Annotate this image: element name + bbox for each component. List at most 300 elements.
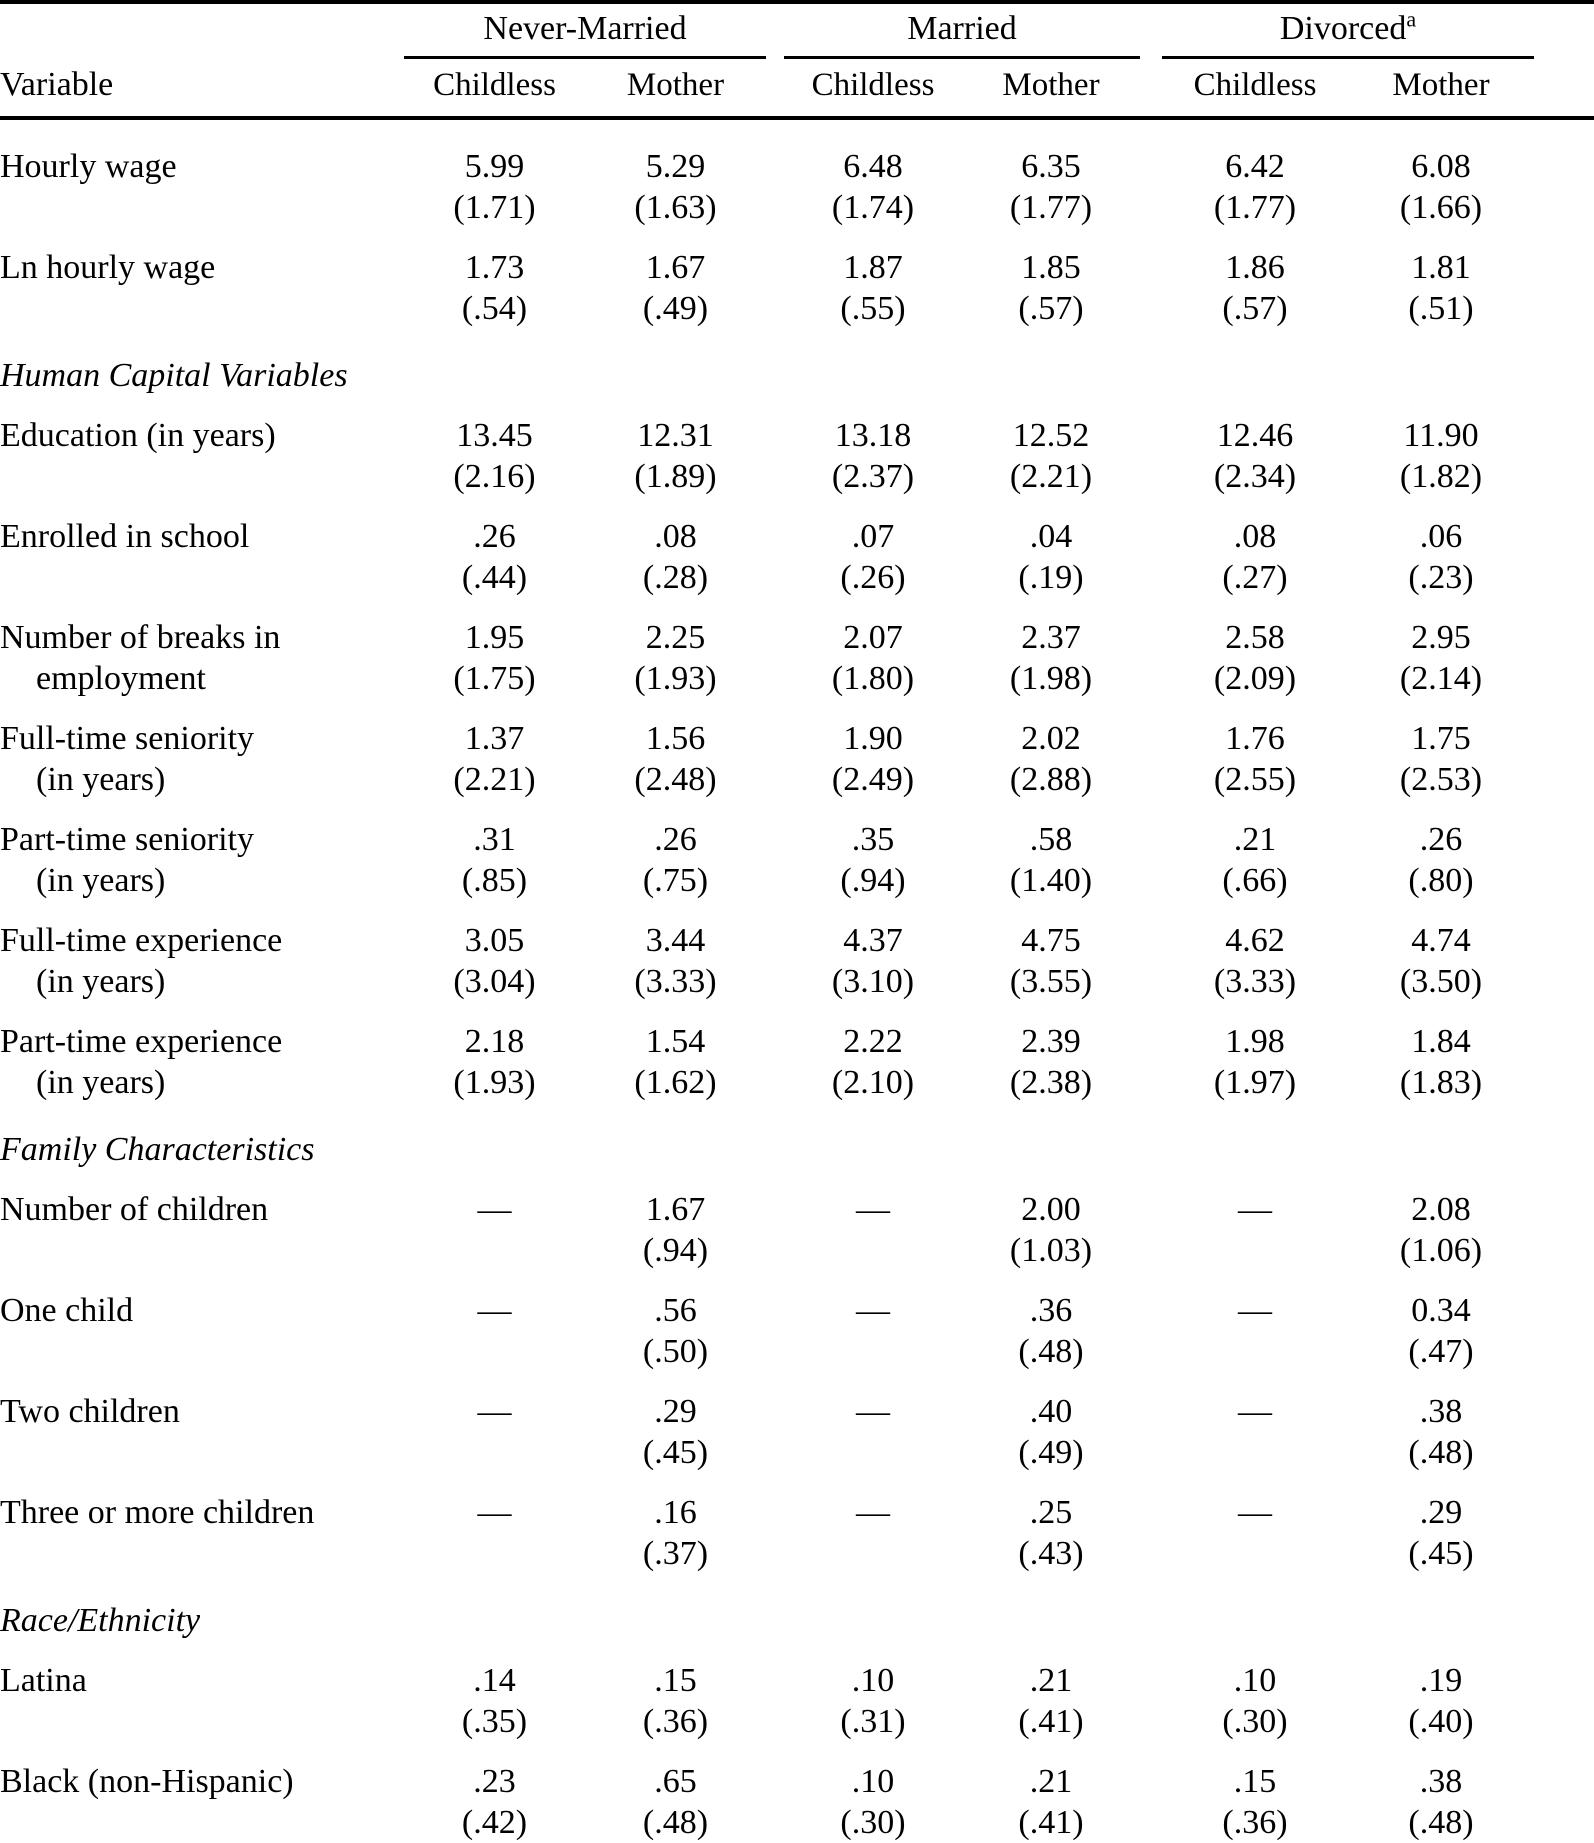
row-label-line2: (in years) [36, 862, 166, 899]
cell-mean: .35 [851, 821, 895, 858]
cell-mean: .29 [654, 1393, 697, 1430]
column-gap [1534, 1761, 1594, 1843]
row-label-number-of-breaks-in [0, 617, 404, 699]
column-gap [766, 247, 784, 329]
cell-sd: (.85) [461, 862, 528, 899]
cell-mean: 2.95 [1411, 619, 1471, 656]
cell-sd: (1.66) [1399, 189, 1483, 226]
cell-mean: 1.75 [1411, 720, 1471, 757]
cell-mean: 4.37 [843, 922, 903, 959]
row-label-line1: Enrolled in school [0, 518, 250, 555]
cell-mean: 4.74 [1411, 922, 1471, 959]
cell-mean: — [856, 1393, 890, 1430]
cell-value [962, 1391, 1140, 1473]
cell-value [1162, 1189, 1348, 1271]
cell-value [1348, 1021, 1534, 1103]
cell-sd: (.51) [1408, 290, 1474, 327]
header-bottom-gap [0, 118, 1594, 146]
cell-value [962, 516, 1140, 598]
cell-mean: 6.48 [843, 148, 903, 185]
column-gap [1140, 1391, 1162, 1473]
table-row [0, 1660, 1594, 1742]
row-label-line2: (in years) [36, 761, 166, 798]
cell-value [962, 617, 1140, 699]
cell-value [1162, 1290, 1348, 1372]
cell-sd: (1.74) [831, 189, 915, 226]
cell-sd: (.28) [642, 559, 709, 596]
column-gap [1534, 1492, 1594, 1574]
row-label-part-time-seniority [0, 819, 404, 901]
cell-sd: (.26) [840, 559, 906, 596]
cell-sd: (.48) [1408, 1804, 1474, 1841]
column-gap [1534, 617, 1594, 699]
cell-mean: — [1238, 1494, 1272, 1531]
cell-sd: (.48) [1018, 1333, 1084, 1370]
cell-mean: 1.73 [464, 249, 525, 286]
group-header-never-married [404, 4, 766, 58]
cell-value [585, 516, 766, 598]
cell-sd: (.43) [1018, 1535, 1084, 1572]
group-header-row [0, 4, 1594, 58]
cell-sd: (.35) [461, 1703, 528, 1740]
cell-value [784, 146, 962, 228]
row-gap [0, 800, 1594, 819]
cell-mean: 1.98 [1225, 1023, 1285, 1060]
row-gap [0, 396, 1594, 415]
cell-mean: .65 [654, 1763, 697, 1800]
cell-value [1162, 920, 1348, 1002]
group-gap-2 [1140, 4, 1162, 58]
table-row [0, 1492, 1594, 1574]
cell-value [1162, 1391, 1348, 1473]
subheader-gap-1 [766, 58, 784, 117]
cell-sd: (3.10) [831, 963, 915, 1000]
row-label-number-of-children [0, 1189, 404, 1271]
cell-sd: (.50) [642, 1333, 709, 1370]
row-label-line1: Education (in years) [0, 417, 276, 454]
cell-sd: (1.89) [634, 458, 717, 495]
cell-sd: (1.93) [634, 660, 717, 697]
cell-value [1348, 1761, 1534, 1843]
cell-sd: (2.21) [453, 761, 536, 798]
cell-mean: .10 [851, 1763, 895, 1800]
cell-sd: (.45) [642, 1434, 709, 1471]
cell-sd [784, 1331, 962, 1372]
cell-sd: (2.37) [831, 458, 915, 495]
cell-mean: .21 [1029, 1763, 1073, 1800]
column-gap [766, 920, 784, 1002]
cell-sd: (2.14) [1399, 660, 1483, 697]
cell-value [1162, 1761, 1348, 1843]
row-label-latina [0, 1660, 404, 1742]
table-row [0, 1021, 1594, 1103]
column-gap [766, 1290, 784, 1372]
row-label-line1: Number of children [0, 1191, 269, 1228]
cell-value [1348, 247, 1534, 329]
table-row [0, 516, 1594, 598]
cell-sd: (.45) [1408, 1535, 1474, 1572]
column-gap [766, 1761, 784, 1843]
row-label-line1: Part-time seniority [0, 821, 255, 858]
cell-mean: 5.29 [645, 148, 706, 185]
column-gap [1140, 247, 1162, 329]
group-header-right-pad [1534, 4, 1594, 58]
cell-mean: 11.90 [1403, 417, 1479, 454]
column-gap [1534, 718, 1594, 800]
row-label-line1: Ln hourly wage [0, 249, 216, 286]
cell-value [784, 1189, 962, 1271]
cell-mean: 2.58 [1225, 619, 1285, 656]
section-label-human-capital-variables: Human Capital Variables [0, 357, 348, 394]
cell-mean: 2.00 [1021, 1191, 1081, 1228]
cell-mean: 5.99 [464, 148, 525, 185]
cell-mean: .36 [1029, 1292, 1073, 1329]
cell-mean: 2.07 [843, 619, 903, 656]
cell-value [962, 415, 1140, 497]
cell-value [1162, 146, 1348, 228]
cell-mean: 6.08 [1411, 148, 1471, 185]
cell-value [404, 1492, 585, 1574]
column-gap [766, 1660, 784, 1742]
cell-value [585, 1391, 766, 1473]
cell-mean: 13.45 [456, 417, 533, 454]
cell-sd: (.57) [1222, 290, 1288, 327]
cell-mean: .19 [1419, 1662, 1463, 1699]
cell-sd: (.31) [840, 1703, 906, 1740]
cell-sd: (2.16) [453, 458, 536, 495]
cell-value [585, 1021, 766, 1103]
row-gap [0, 901, 1594, 920]
cell-sd: (1.71) [453, 189, 536, 226]
row-label-line1: Full-time seniority [0, 720, 255, 757]
cell-mean: 2.18 [464, 1023, 525, 1060]
cell-mean: — [477, 1191, 512, 1228]
cell-sd: (.49) [642, 290, 709, 327]
row-gap [0, 1372, 1594, 1391]
cell-value [585, 819, 766, 901]
cell-sd: (1.97) [1213, 1064, 1297, 1101]
cell-mean: 1.87 [843, 249, 903, 286]
row-gap [0, 1002, 1594, 1021]
cell-mean: .10 [851, 1662, 895, 1699]
cell-value [962, 1761, 1140, 1843]
row-label-line1: One child [0, 1292, 134, 1329]
cell-mean: 1.95 [464, 619, 525, 656]
cell-value [585, 247, 766, 329]
cell-mean: 2.22 [843, 1023, 903, 1060]
cell-mean: 1.76 [1225, 720, 1285, 757]
cell-mean: 1.86 [1225, 249, 1285, 286]
cell-value [784, 1761, 962, 1843]
cell-sd: (3.55) [1009, 963, 1093, 1000]
cell-value [1162, 1021, 1348, 1103]
table-row [0, 819, 1594, 901]
section-header-row [0, 1600, 1594, 1641]
cell-sd: (.23) [1408, 559, 1474, 596]
column-gap [766, 617, 784, 699]
cell-value [404, 247, 585, 329]
cell-sd: (1.40) [1009, 862, 1093, 899]
cell-mean: 2.37 [1021, 619, 1081, 656]
cell-sd [404, 1533, 585, 1574]
column-gap [1140, 1660, 1162, 1742]
cell-mean: 1.90 [843, 720, 903, 757]
cell-sd: (1.98) [1009, 660, 1093, 697]
row-gap [0, 1170, 1594, 1189]
column-header-nm-childless: Childless [433, 67, 556, 103]
cell-sd: (2.53) [1399, 761, 1483, 798]
column-gap [766, 1492, 784, 1574]
cell-mean: 2.08 [1411, 1191, 1471, 1228]
cell-value [962, 718, 1140, 800]
group-label-divorced: Divorced [1279, 10, 1407, 47]
cell-mean: .26 [473, 518, 516, 555]
cell-value [784, 819, 962, 901]
table-row [0, 1290, 1594, 1372]
row-label-education-in-years [0, 415, 404, 497]
cell-sd: (1.75) [453, 660, 536, 697]
cell-mean: — [477, 1393, 512, 1430]
cell-mean: .38 [1419, 1763, 1463, 1800]
cell-mean: 13.18 [834, 417, 912, 454]
table-row [0, 718, 1594, 800]
row-gap [0, 598, 1594, 617]
cell-sd [784, 1230, 962, 1271]
cell-value [585, 920, 766, 1002]
cell-mean: 6.42 [1225, 148, 1285, 185]
column-gap [766, 1021, 784, 1103]
cell-sd [404, 1230, 585, 1271]
cell-mean: 3.44 [645, 922, 706, 959]
cell-value [1162, 1660, 1348, 1742]
group-label-never-married: Never-Married [483, 10, 687, 47]
cell-value [585, 1189, 766, 1271]
row-label-black-non-hispanic [0, 1761, 404, 1843]
cell-sd: (2.09) [1213, 660, 1297, 697]
cell-sd: (.40) [1408, 1703, 1474, 1740]
cell-sd: (2.38) [1009, 1064, 1093, 1101]
cell-sd: (3.33) [1213, 963, 1297, 1000]
cell-sd: (.36) [642, 1703, 709, 1740]
column-header-nm-mother: Mother [626, 67, 725, 103]
cell-value [784, 1660, 962, 1742]
cell-sd: (.49) [1018, 1434, 1084, 1471]
row-label-two-children [0, 1391, 404, 1473]
cell-mean: 4.75 [1021, 922, 1081, 959]
row-gap [0, 1473, 1594, 1492]
cell-mean: 1.56 [645, 720, 706, 757]
cell-value [784, 617, 962, 699]
cell-mean: .56 [654, 1292, 697, 1329]
cell-sd: (.80) [1408, 862, 1474, 899]
cell-value [784, 920, 962, 1002]
cell-value [1162, 1492, 1348, 1574]
cell-sd [784, 1432, 962, 1473]
column-gap [1140, 819, 1162, 901]
cell-mean: .29 [1419, 1494, 1463, 1531]
cell-value [404, 819, 585, 901]
cell-sd: (.19) [1018, 559, 1084, 596]
column-gap [766, 819, 784, 901]
cell-value [784, 1290, 962, 1372]
cell-value [1348, 1660, 1534, 1742]
cell-mean: .08 [654, 518, 697, 555]
cell-mean: .10 [1233, 1662, 1277, 1699]
cell-value [784, 718, 962, 800]
row-gap [0, 1103, 1594, 1129]
section-label-race-ethnicity: Race/Ethnicity [0, 1602, 201, 1639]
cell-value [962, 1021, 1140, 1103]
cell-value [1348, 718, 1534, 800]
cell-value [1162, 718, 1348, 800]
row-label-three-or-more-children [0, 1492, 404, 1574]
cell-value [784, 247, 962, 329]
cell-mean: — [856, 1494, 890, 1531]
cell-sd: (.41) [1018, 1703, 1084, 1740]
cell-mean: .40 [1029, 1393, 1073, 1430]
cell-sd: (.94) [840, 862, 906, 899]
cell-value [962, 920, 1140, 1002]
group-header-divorced [1162, 4, 1534, 58]
column-gap [1140, 1761, 1162, 1843]
cell-mean: .15 [654, 1662, 697, 1699]
row-gap [0, 1271, 1594, 1290]
cell-value [404, 1391, 585, 1473]
cell-sd: (1.77) [1009, 189, 1093, 226]
cell-value [784, 1492, 962, 1574]
cell-sd: (1.62) [634, 1064, 717, 1101]
cell-mean: 0.34 [1411, 1292, 1471, 1329]
cell-mean: .31 [473, 821, 516, 858]
cell-sd: (.94) [642, 1232, 709, 1269]
cell-sd: (.57) [1018, 290, 1084, 327]
column-gap [1534, 146, 1594, 228]
column-gap [1534, 415, 1594, 497]
cell-value [1348, 819, 1534, 901]
column-gap [1140, 718, 1162, 800]
subheader-right-pad [1534, 58, 1594, 117]
row-label-line1: Latina [0, 1662, 87, 1699]
table-row [0, 1391, 1594, 1473]
row-label-full-time-seniority [0, 718, 404, 800]
row-gap [0, 497, 1594, 516]
column-gap [1534, 516, 1594, 598]
cell-value [1348, 920, 1534, 1002]
row-label-line1: Number of breaks in [0, 619, 281, 656]
cell-mean: — [477, 1292, 512, 1329]
column-gap [1534, 1290, 1594, 1372]
cell-mean: 1.85 [1021, 249, 1081, 286]
cell-mean: .58 [1029, 821, 1073, 858]
cell-mean: 1.81 [1411, 249, 1471, 286]
row-label-line2: (in years) [36, 1064, 166, 1101]
subheader-gap-2 [1140, 58, 1162, 117]
cell-mean: .16 [654, 1494, 697, 1531]
cell-sd: (.37) [642, 1535, 709, 1572]
column-header-d-childless: Childless [1193, 67, 1317, 103]
column-gap [766, 415, 784, 497]
column-gap [1140, 146, 1162, 228]
cell-mean: .21 [1233, 821, 1277, 858]
cell-value [1162, 247, 1348, 329]
cell-sd: (2.49) [831, 761, 915, 798]
cell-mean: 12.46 [1216, 417, 1294, 454]
column-gap [1534, 920, 1594, 1002]
group-gap-1 [766, 4, 784, 58]
cell-value [404, 516, 585, 598]
cell-value [784, 415, 962, 497]
cell-sd: (2.88) [1009, 761, 1093, 798]
column-gap [1140, 1021, 1162, 1103]
cell-sd: (.47) [1408, 1333, 1474, 1370]
cell-sd: (1.83) [1399, 1064, 1483, 1101]
cell-value [404, 718, 585, 800]
cell-value [1348, 415, 1534, 497]
group-header-spacer [0, 4, 404, 58]
cell-mean: 1.84 [1411, 1023, 1471, 1060]
column-gap [1140, 1189, 1162, 1271]
column-header-variable: Variable [0, 66, 114, 103]
cell-sd: (1.93) [453, 1064, 536, 1101]
cell-sd [1162, 1331, 1348, 1372]
cell-mean: .38 [1419, 1393, 1463, 1430]
table-row [0, 1189, 1594, 1271]
cell-mean: .06 [1419, 518, 1463, 555]
cell-value [1162, 819, 1348, 901]
cell-sd: (3.50) [1399, 963, 1483, 1000]
column-gap [1140, 920, 1162, 1002]
cell-mean: — [1238, 1191, 1272, 1228]
section-header-row [0, 1129, 1594, 1170]
cell-sd: (3.04) [453, 963, 536, 1000]
row-label-part-time-experience [0, 1021, 404, 1103]
cell-value [962, 1660, 1140, 1742]
cell-mean: .14 [473, 1662, 516, 1699]
cell-value [404, 1660, 585, 1742]
row-label-full-time-experience [0, 920, 404, 1002]
cell-mean: 3.05 [464, 922, 525, 959]
cell-sd: (.41) [1018, 1804, 1084, 1841]
row-label-ln-hourly-wage [0, 247, 404, 329]
cell-sd [784, 1533, 962, 1574]
column-gap [766, 1189, 784, 1271]
row-label-line1: Three or more children [0, 1494, 315, 1531]
row-label-one-child [0, 1290, 404, 1372]
row-label-line1: Hourly wage [0, 148, 177, 185]
cell-value [962, 1492, 1140, 1574]
cell-value [1162, 516, 1348, 598]
table-row [0, 146, 1594, 228]
cell-mean: — [856, 1191, 890, 1228]
cell-mean: 4.62 [1225, 922, 1285, 959]
cell-mean: — [477, 1494, 512, 1531]
cell-sd: (2.34) [1213, 458, 1297, 495]
cell-value [404, 920, 585, 1002]
column-gap [1140, 516, 1162, 598]
cell-value [404, 1021, 585, 1103]
column-header-m-mother: Mother [1002, 67, 1100, 103]
cell-value [585, 617, 766, 699]
cell-sd: (1.77) [1213, 189, 1297, 226]
column-gap [766, 516, 784, 598]
cell-sd [404, 1331, 585, 1372]
cell-sd: (2.55) [1213, 761, 1297, 798]
cell-value [1348, 146, 1534, 228]
cell-value [585, 718, 766, 800]
column-gap [1534, 1021, 1594, 1103]
cell-value [962, 819, 1140, 901]
table-row [0, 247, 1594, 329]
